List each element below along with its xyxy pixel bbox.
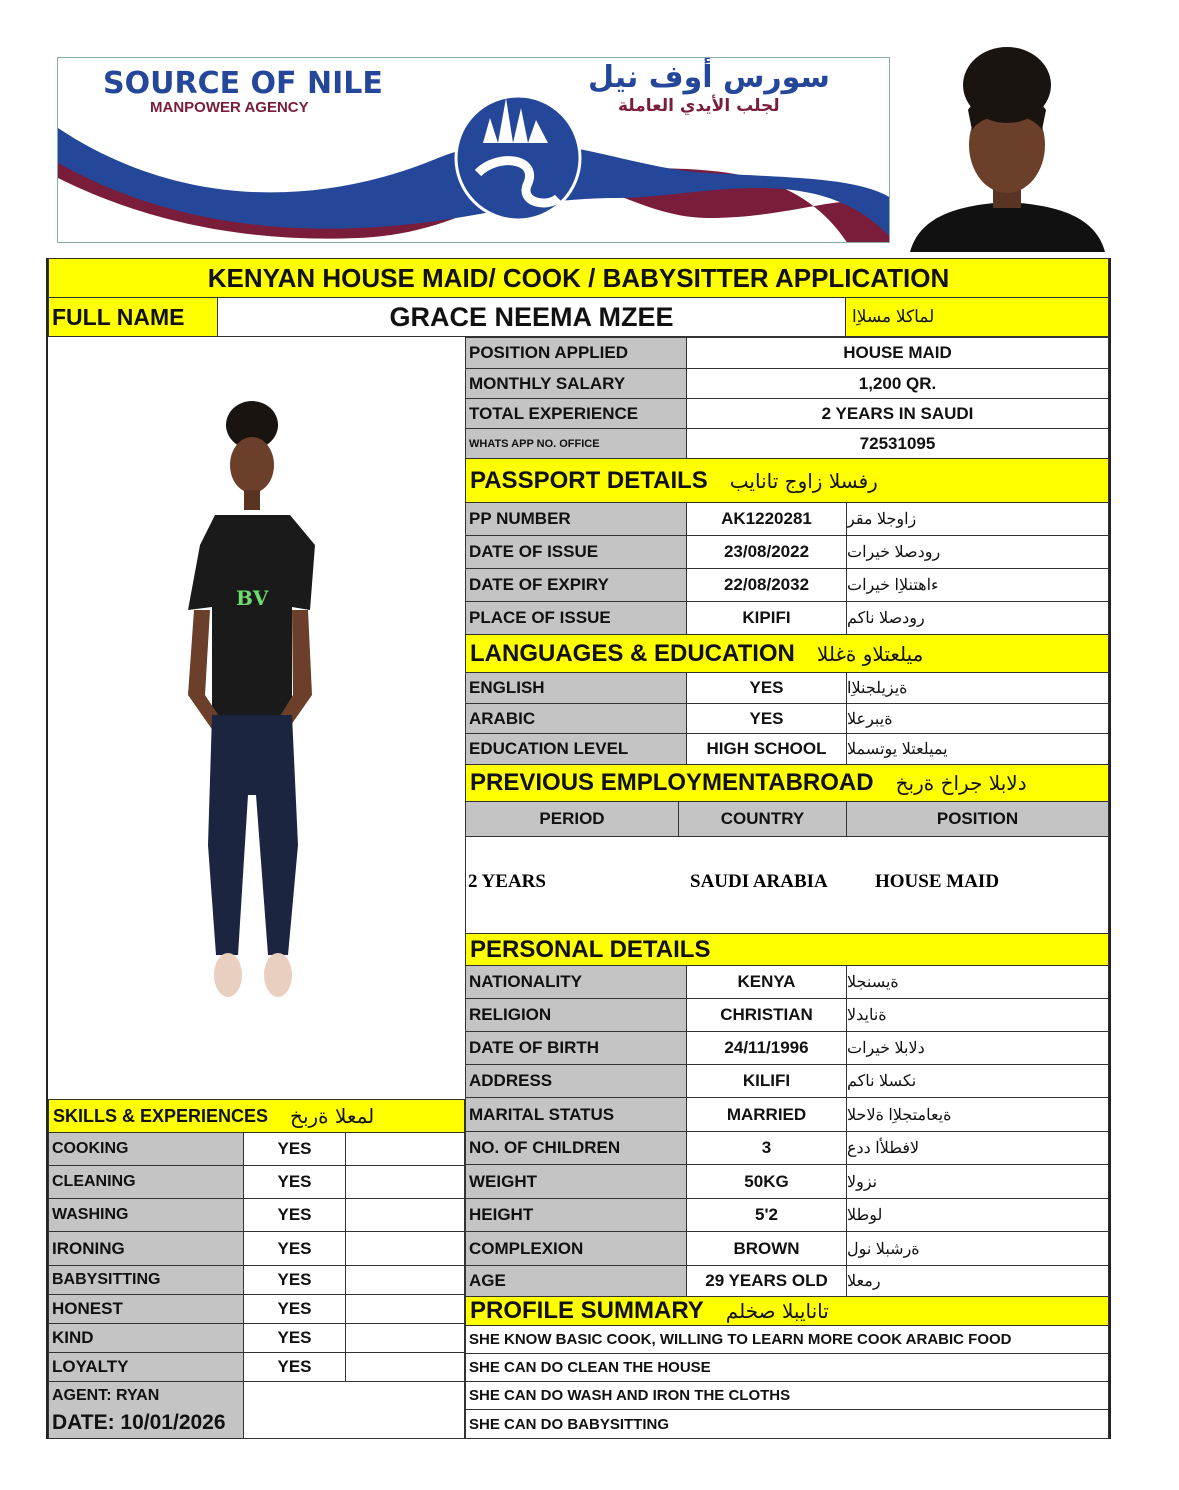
personal-label-ar: ةنايدلا xyxy=(846,998,1109,1032)
languages-value: HIGH SCHOOL xyxy=(686,733,847,765)
passport-header-label: PASSPORT DETAILS xyxy=(470,466,708,494)
full-name-value: GRACE NEEMA MZEE xyxy=(217,297,846,337)
passport-value: AK1220281 xyxy=(686,502,847,536)
personal-label-ar: ةيعامتجلاِا ةلاحلا xyxy=(846,1097,1109,1132)
passport-header-label-ar: رفسلا زاوج تانايب xyxy=(729,468,878,493)
languages-label: ARABIC xyxy=(465,703,687,734)
personal-value: 50KG xyxy=(686,1164,847,1199)
personal-label: ADDRESS xyxy=(465,1064,687,1098)
personal-label-ar: نكسلا ناكم xyxy=(846,1064,1109,1098)
employment-country: SAUDI ARABIA xyxy=(690,871,828,892)
info-value: HOUSE MAID xyxy=(686,337,1109,369)
form-title: KENYAN HOUSE MAID/ COOK / BABYSITTER APPLICATION xyxy=(48,258,1109,298)
skill-blank xyxy=(345,1132,465,1166)
passport-value: 23/08/2022 xyxy=(686,535,847,569)
agent-blank xyxy=(243,1381,465,1439)
profile-summary-line: SHE CAN DO WASH AND IRON THE CLOTHS xyxy=(465,1381,1109,1410)
date-label: DATE: 10/01/2026 xyxy=(48,1408,244,1439)
info-value: 72531095 xyxy=(686,428,1109,459)
employment-header-label: PREVIOUS EMPLOYMENTABROAD xyxy=(470,769,874,796)
personal-label-ar: ةيسنجلا xyxy=(846,965,1109,999)
skill-blank xyxy=(345,1294,465,1324)
passport-label-ar: رودصلا ناكم xyxy=(846,601,1109,635)
skill-label: IRONING xyxy=(48,1231,244,1266)
employment-header xyxy=(465,764,1109,802)
languages-label-ar: يميلعتلا يوتسملا xyxy=(846,733,1109,765)
languages-value: YES xyxy=(686,672,847,704)
skill-value: YES xyxy=(243,1132,346,1166)
skill-label: HONEST xyxy=(48,1294,244,1324)
skill-blank xyxy=(345,1198,465,1232)
portrait-photo xyxy=(910,40,1105,252)
passport-value: KIPIFI xyxy=(686,601,847,635)
personal-label: NATIONALITY xyxy=(465,965,687,999)
personal-value: 24/11/1996 xyxy=(686,1031,847,1065)
passport-label-ar: زاوجلا مقر xyxy=(846,502,1109,536)
info-label: WHATS APP NO. OFFICE xyxy=(465,428,687,459)
personal-label: COMPLEXION xyxy=(465,1231,687,1266)
info-value: 2 YEARS IN SAUDI xyxy=(686,398,1109,429)
passport-label: DATE OF ISSUE xyxy=(465,535,687,569)
personal-value: MARRIED xyxy=(686,1097,847,1132)
passport-label-ar: رودصلا خيرات xyxy=(846,535,1109,569)
info-value: 1,200 QR. xyxy=(686,368,1109,399)
personal-label: RELIGION xyxy=(465,998,687,1032)
skill-blank xyxy=(345,1323,465,1353)
personal-label: NO. OF CHILDREN xyxy=(465,1131,687,1165)
info-label: MONTHLY SALARY xyxy=(465,368,687,399)
profile-summary-line: SHE CAN DO BABYSITTING xyxy=(465,1409,1109,1439)
employment-period: 2 YEARS xyxy=(468,871,546,892)
profile-header xyxy=(465,1296,1109,1326)
skill-value: YES xyxy=(243,1352,346,1382)
personal-label: WEIGHT xyxy=(465,1164,687,1199)
skill-label: LOYALTY xyxy=(48,1352,244,1382)
passport-header xyxy=(465,458,1109,503)
skill-value: YES xyxy=(243,1294,346,1324)
personal-label: AGE xyxy=(465,1265,687,1297)
logo-name-ar: سورس أوف نيل xyxy=(588,60,830,95)
languages-value: YES xyxy=(686,703,847,734)
passport-label-ar: ءاهتنلاِا خيرات xyxy=(846,568,1109,602)
agency-logo xyxy=(57,57,890,243)
personal-value: CHRISTIAN xyxy=(686,998,847,1032)
personal-value: 3 xyxy=(686,1131,847,1165)
skills-header xyxy=(48,1099,465,1133)
personal-label: MARITAL STATUS xyxy=(465,1097,687,1132)
employment-column-header: POSITION xyxy=(846,801,1109,837)
skill-blank xyxy=(345,1165,465,1199)
personal-label-ar: لوطلا xyxy=(846,1198,1109,1232)
personal-header xyxy=(465,933,1109,966)
personal-label-ar: لافطلأا ددع xyxy=(846,1131,1109,1165)
skill-value: YES xyxy=(243,1165,346,1199)
personal-value: KENYA xyxy=(686,965,847,999)
skills-header-label-ar: لمعلا ةربخ xyxy=(290,1104,375,1128)
profile-header-label: PROFILE SUMMARY xyxy=(470,1297,704,1324)
personal-label-ar: ةرشبلا نول xyxy=(846,1231,1109,1266)
languages-label: ENGLISH xyxy=(465,672,687,704)
personal-label-ar: دلابلا خيرات xyxy=(846,1031,1109,1065)
info-label: POSITION APPLIED xyxy=(465,337,687,369)
personal-label-ar: رمعلا xyxy=(846,1265,1109,1297)
skill-label: BABYSITTING xyxy=(48,1265,244,1295)
skill-label: CLEANING xyxy=(48,1165,244,1199)
skill-blank xyxy=(345,1352,465,1382)
info-label: TOTAL EXPERIENCE xyxy=(465,398,687,429)
passport-value: 22/08/2032 xyxy=(686,568,847,602)
languages-label-ar: ةيزيلجنلاِا xyxy=(846,672,1109,704)
logo-sub-en: MANPOWER AGENCY xyxy=(150,99,309,116)
personal-label: DATE OF BIRTH xyxy=(465,1031,687,1065)
logo-name-en: SOURCE OF NILE xyxy=(103,66,383,101)
languages-header-label: LANGUAGES & EDUCATION xyxy=(470,639,795,667)
languages-header-label-ar: ميلعتلاو ةغللا xyxy=(816,641,924,666)
skill-value: YES xyxy=(243,1265,346,1295)
profile-summary-line: SHE KNOW BASIC COOK, WILLING TO LEARN MORE COOK ARABIC FOOD xyxy=(465,1325,1109,1354)
skill-blank xyxy=(345,1265,465,1295)
skill-label: COOKING xyxy=(48,1132,244,1166)
skill-blank xyxy=(345,1231,465,1266)
personal-value: 5'2 xyxy=(686,1198,847,1232)
passport-label: PLACE OF ISSUE xyxy=(465,601,687,635)
personal-value: KILIFI xyxy=(686,1064,847,1098)
personal-label-ar: نزولا xyxy=(846,1164,1109,1199)
skills-header-label: SKILLS & EXPERIENCES xyxy=(53,1105,269,1126)
employment-column-header: PERIOD xyxy=(465,801,679,837)
languages-label: EDUCATION LEVEL xyxy=(465,733,687,765)
personal-value: BROWN xyxy=(686,1231,847,1266)
skill-label: KIND xyxy=(48,1323,244,1353)
agent-label: AGENT: RYAN xyxy=(48,1381,244,1409)
skill-label: WASHING xyxy=(48,1198,244,1232)
personal-header-label: PERSONAL DETAILS xyxy=(470,935,711,963)
passport-label: DATE OF EXPIRY xyxy=(465,568,687,602)
languages-header xyxy=(465,634,1109,673)
languages-label-ar: ةيبرعلا xyxy=(846,703,1109,734)
profile-header-label-ar: تانايبلا صخلم xyxy=(725,1299,829,1323)
skill-value: YES xyxy=(243,1231,346,1266)
skill-value: YES xyxy=(243,1323,346,1353)
employment-header-label-ar: دلابلا جراخ ةربخ xyxy=(895,771,1027,795)
full-name-label-ar: لماكلا مسلاِا xyxy=(845,297,1109,337)
logo-sub-ar: لجلب الأيدي العاملة xyxy=(618,96,780,116)
employment-position: HOUSE MAID xyxy=(875,871,1000,892)
passport-label: PP NUMBER xyxy=(465,502,687,536)
profile-summary-line: SHE CAN DO CLEAN THE HOUSE xyxy=(465,1353,1109,1382)
shirt-print: BV xyxy=(236,586,269,610)
employment-column-header: COUNTRY xyxy=(678,801,847,837)
skill-value: YES xyxy=(243,1198,346,1232)
full-body-photo xyxy=(160,395,340,1005)
personal-label: HEIGHT xyxy=(465,1198,687,1232)
personal-value: 29 YEARS OLD xyxy=(686,1265,847,1297)
full-name-label: FULL NAME xyxy=(48,297,218,337)
